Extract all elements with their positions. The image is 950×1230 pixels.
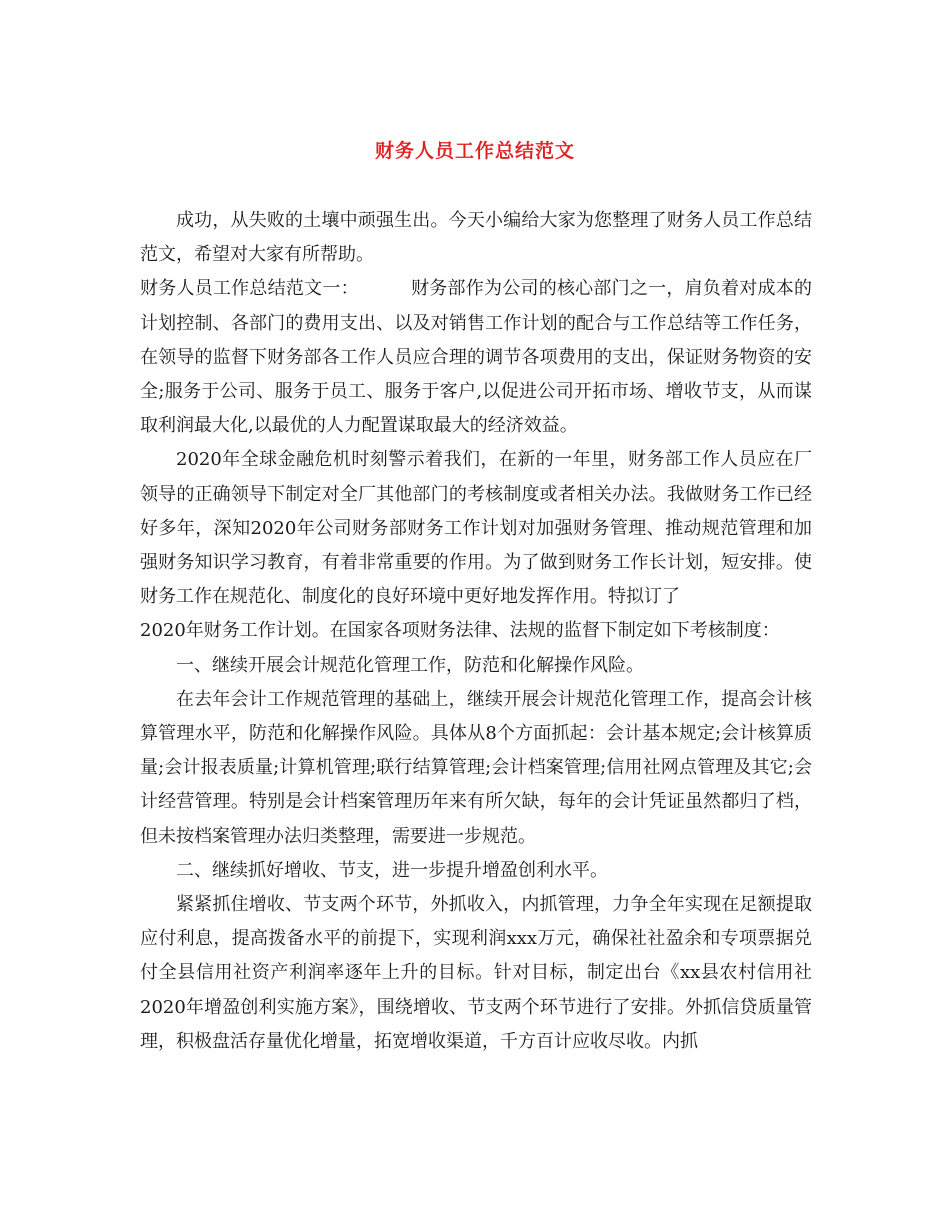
section-paragraph <box>140 272 812 443</box>
paragraph-financial-crisis: 2020年全球金融危机时刻警示着我们，在新的一年里，财务部工作人员应在厂领导的正确领导下制定对全厂其他部门的考核制度或者相关办法。我做财务工作已经好多年，深知2020年公司财务部财务工作计划对加强财务管理、推动规范管理和加强财务知识学习教育，有着非常重要的作用。为了做到财务工作长计划，短安排。使财务工作在规范化、制度化的良好环境中更好地发挥作用。特拟订了 <box>140 449 812 608</box>
section-label: 财务人员工作总结范文一： <box>140 278 359 300</box>
heading-two: 二、继续抓好增收、节支，进一步提升增盈创利水平。 <box>176 859 608 881</box>
paragraph-plan-ending: 2020年财务工作计划。在国家各项财务法律、法规的监督下制定如下考核制度： <box>140 620 780 642</box>
paragraph-accounting: 在去年会计工作规范管理的基础上，继续开展会计规范化管理工作，提高会计核算管理水平，防范和化解操作风险。具体从8个方面抓起：会计基本规定;会计核算质量;会计报表质量;计算机管理;联行结算管理;会计档案管理;信用社网点管理及其它;会计经营管理。特别是会计档案管理历年来有所欠缺，每年的会计凭证虽然都归了档，但未按档案管理办法归类整理，需要进一步规范。 <box>140 688 812 847</box>
document-body <box>140 204 812 1059</box>
section-text: 财务部作为公司的核心部门之一，肩负着对成本的计划控制、各部门的费用支出、以及对销售工作计划的配合与工作总结等工作任务，在领导的监督下财务部各工作人员应合理的调节各项费用的支出，保证财务物资的安全;服务于公司、服务于员工、服务于客户,以促进公司开拓市场、增收节支，从而谋取利润最大化,以最优的人力配置谋取最大的经济效益。 <box>140 278 813 437</box>
intro-paragraph: 成功，从失败的土壤中顽强生出。今天小编给大家为您整理了财务人员工作总结范文，希望对大家有所帮助。 <box>140 210 812 266</box>
paragraph-profit: 紧紧抓住增收、节支两个环节，外抓收入，内抓管理，力争全年实现在足额提取应付利息，提高拨备水平的前提下，实现利润xxx万元，确保社社盈余和专项票据兑付全县信用社资产利润率逐年上升的目标。针对目标，制定出台《xx县农村信用社2020年增盈创利实施方案》，围绕增收、节支两个环节进行了安排。外抓信贷质量管理，积极盘活存量优化增量，拓宽增收渠道，千方百计应收尽收。内抓 <box>140 894 812 1052</box>
document-title: 财务人员工作总结范文 <box>374 140 575 162</box>
heading-one: 一、继续开展会计规范化管理工作，防范和化解操作风险。 <box>176 654 644 676</box>
